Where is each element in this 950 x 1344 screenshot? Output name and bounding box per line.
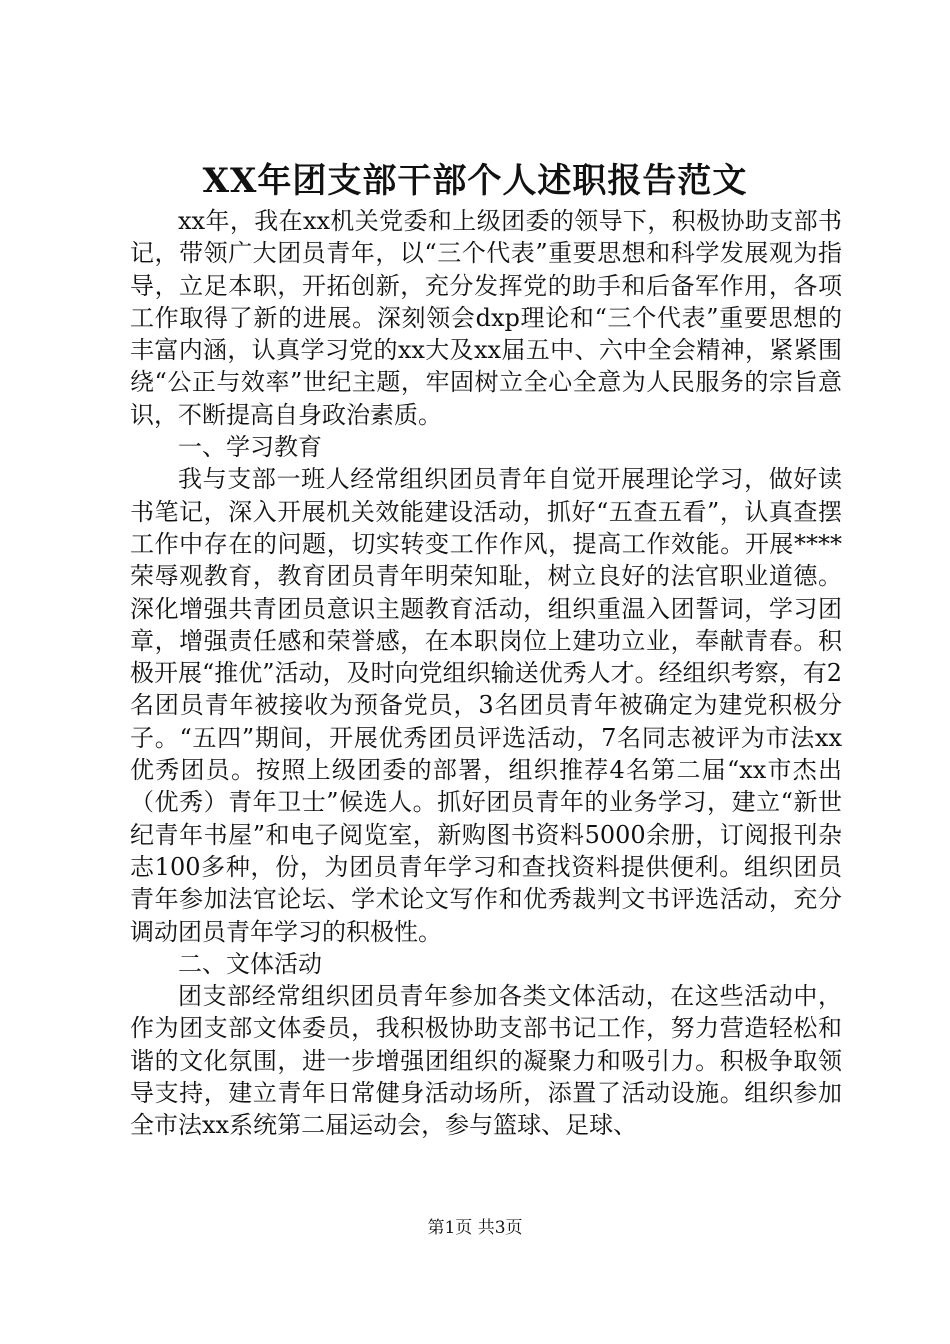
page-number-footer: 第1页 共3页 xyxy=(427,1218,523,1238)
section-heading-study: 一、学习教育 xyxy=(178,433,322,462)
study-paragraph: 我与支部一班人经常组织团员青年自觉开展理论学习，做好读书笔记，深入开展机关效能建设活动，抓好“五查五看”，认真查摆工作中存在的问题，切实转变工作作风，提高工作效能。开展****荣辱观教育，教育团员青年明荣知耻，树立良好的法官职业道德。深化增强共青团员意识主题教育活动，组织重温入团誓词，学习团章，增强责任感和荣誉感，在本职岗位上建功立业，奉献青春。积极开展“推优”活动，及时向党组织输送优秀人才。经组织考察，有2名团员青年被接收为预备党员，3名团员青年被确定为建党积极分子。“五四”期间，开展优秀团员评选活动，7名同志被评为市法xx优秀团员。按照上级团委的部署，组织推荐4名第二届“xx市杰出（优秀）青年卫士”候选人。抓好团员青年的业务学习，建立“新世纪青年书屋”和电子阅览室，新购图书资料5000余册，订阅报刊杂志100多种，份，为团员青年学习和查找资料提供便利。组织团员青年参加法官论坛、学术论文写作和优秀裁判文书评选活动，充分调动团员青年学习的积极性。 xyxy=(130,465,842,946)
document-title: XX年团支部干部个人述职报告范文 xyxy=(202,161,748,201)
document-body xyxy=(130,205,842,1142)
section-heading-activities: 二、文体活动 xyxy=(178,949,322,978)
activities-paragraph: 团支部经常组织团员青年参加各类文体活动，在这些活动中，作为团支部文体委员，我积极协助支部书记工作，努力营造轻松和谐的文化氛围，进一步增强团组织的凝聚力和吸引力。积极争取领导支持，建立青年日常健身活动场所，添置了活动设施。组织参加全市法xx系统第二届运动会，参与篮球、足球、 xyxy=(130,982,842,1140)
intro-paragraph: xx年，我在xx机关党委和上级团委的领导下，积极协助支部书记，带领广大团员青年，以“三个代表”重要思想和科学发展观为指导，立足本职，开拓创新，充分发挥党的助手和后备军作用，各项工作取得了新的进展。深刻领会dxp理论和“三个代表”重要思想的丰富内涵，认真学习党的xx大及xx届五中、六中全会精神，紧紧围绕“公正与效率”世纪主题，牢固树立全心全意为人民服务的宗旨意识，不断提高自身政治素质。 xyxy=(130,207,842,429)
